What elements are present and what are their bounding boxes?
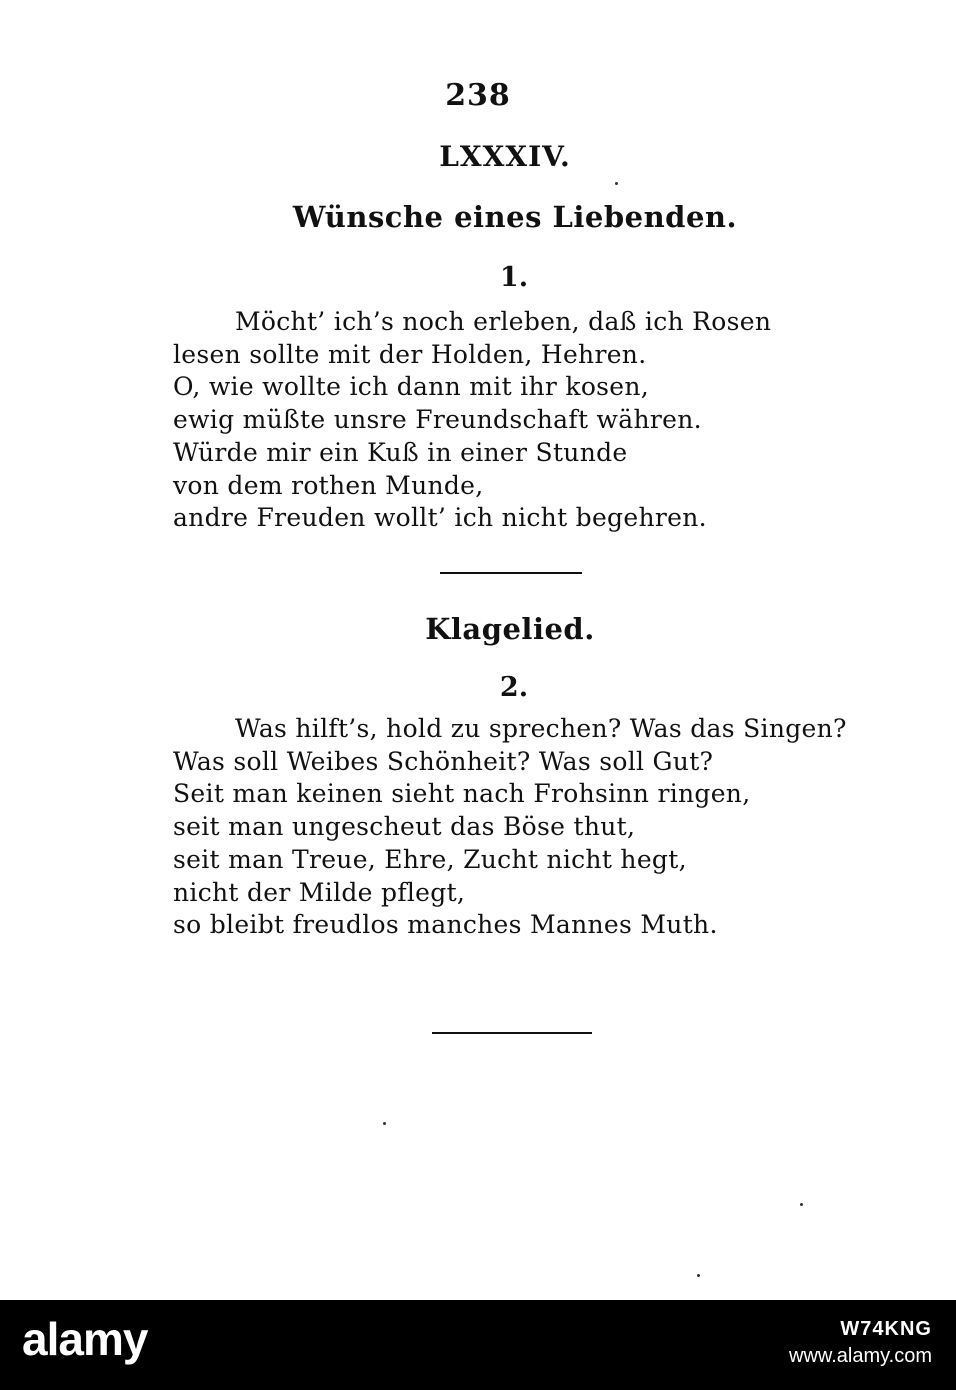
poem-stanza-2	[173, 713, 847, 942]
alamy-logo: alamy	[22, 1313, 148, 1365]
print-speck	[697, 1274, 700, 1277]
verse-line: von dem rothen Munde,	[173, 470, 484, 500]
footer-meta	[789, 1316, 932, 1370]
site-link[interactable]: www.alamy.com	[789, 1345, 932, 1367]
verse-line: so bleibt freudlos manches Mannes Muth.	[173, 910, 718, 940]
verse-line: O, wie wollte ich dann mit ihr kosen,	[173, 372, 650, 402]
verse-line: Was soll Weibes Schönheit? Was soll Gut?	[173, 746, 714, 776]
poem-stanza-1	[173, 306, 771, 535]
watermark-footer	[0, 1300, 956, 1390]
verse-line: Würde mir ein Kuß in einer Stunde	[173, 437, 628, 467]
verse-line: seit man ungescheut das Böse thut,	[173, 812, 636, 842]
verse-line: Möcht’ ich’s noch erleben, daß ich Rosen	[235, 307, 772, 336]
page-number: 238	[445, 78, 511, 113]
verse-line: seit man Treue, Ehre, Zucht nicht hegt,	[173, 844, 687, 874]
poem-number-2: 2.	[499, 672, 529, 703]
verse-line: andre Freuden wollt’ ich nicht begehren.	[173, 503, 707, 533]
poem-title-1: Wünsche eines Liebenden.	[292, 200, 738, 234]
verse-line: lesen sollte mit der Holden, Hehren.	[173, 339, 647, 369]
verse-line: Seit man keinen sieht nach Frohsinn ringen,	[173, 779, 751, 809]
print-speck	[800, 1203, 803, 1206]
verse-line: nicht der Milde pflegt,	[173, 877, 466, 907]
section-divider	[440, 572, 582, 574]
poem-title-2: Klagelied.	[425, 612, 595, 646]
end-divider	[432, 1032, 592, 1034]
verse-line: ewig müßte unsre Freundschaft währen.	[173, 405, 702, 435]
verse-line: Was hilft’s, hold zu sprechen? Was das Singen?	[235, 714, 847, 743]
print-speck	[615, 182, 618, 185]
chapter-numeral: LXXXIV.	[439, 140, 571, 173]
print-speck	[383, 1122, 386, 1125]
poem-number-1: 1.	[499, 262, 529, 293]
image-id: W74KNG	[840, 1318, 932, 1340]
